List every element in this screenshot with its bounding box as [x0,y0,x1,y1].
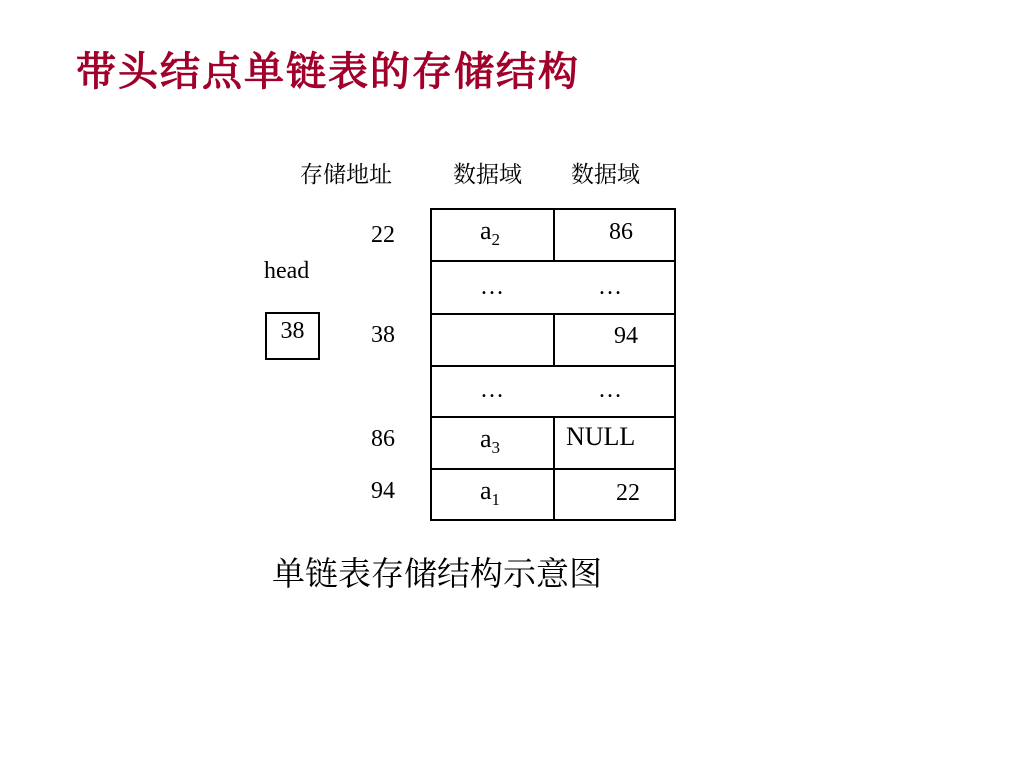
ellipsis-cell: … [480,274,504,300]
ellipsis-cell: … [598,377,622,403]
figure-caption: 单链表存储结构示意图 [272,554,602,593]
pointer-cell: 86 [609,219,633,245]
data-cell: $a_2$ [480,216,501,249]
data-cell: $a_1$ [480,476,501,509]
header-pointer-field: 数据域 [571,162,640,188]
ellipsis-cell: … [480,377,504,403]
address-label: 94 [371,478,395,504]
column-divider [553,210,555,262]
address-label: 86 [371,426,395,452]
column-divider [553,315,555,367]
column-divider [553,418,555,521]
slide-title: 带头结点单链表的存储结构 [76,48,580,95]
data-cell: $a_3$ [480,424,501,457]
ellipsis-cell: … [598,274,622,300]
head-label: head [264,258,310,284]
pointer-cell: 22 [616,480,640,506]
pointer-cell: 94 [614,323,638,349]
header-data-field: 数据域 [453,162,522,188]
address-label: 22 [371,222,395,248]
pointer-cell: NULL [566,422,636,451]
address-label: 38 [371,322,395,348]
head-pointer-box: 38 [265,312,320,360]
storage-table [430,208,676,521]
header-address: 存储地址 [300,162,392,188]
